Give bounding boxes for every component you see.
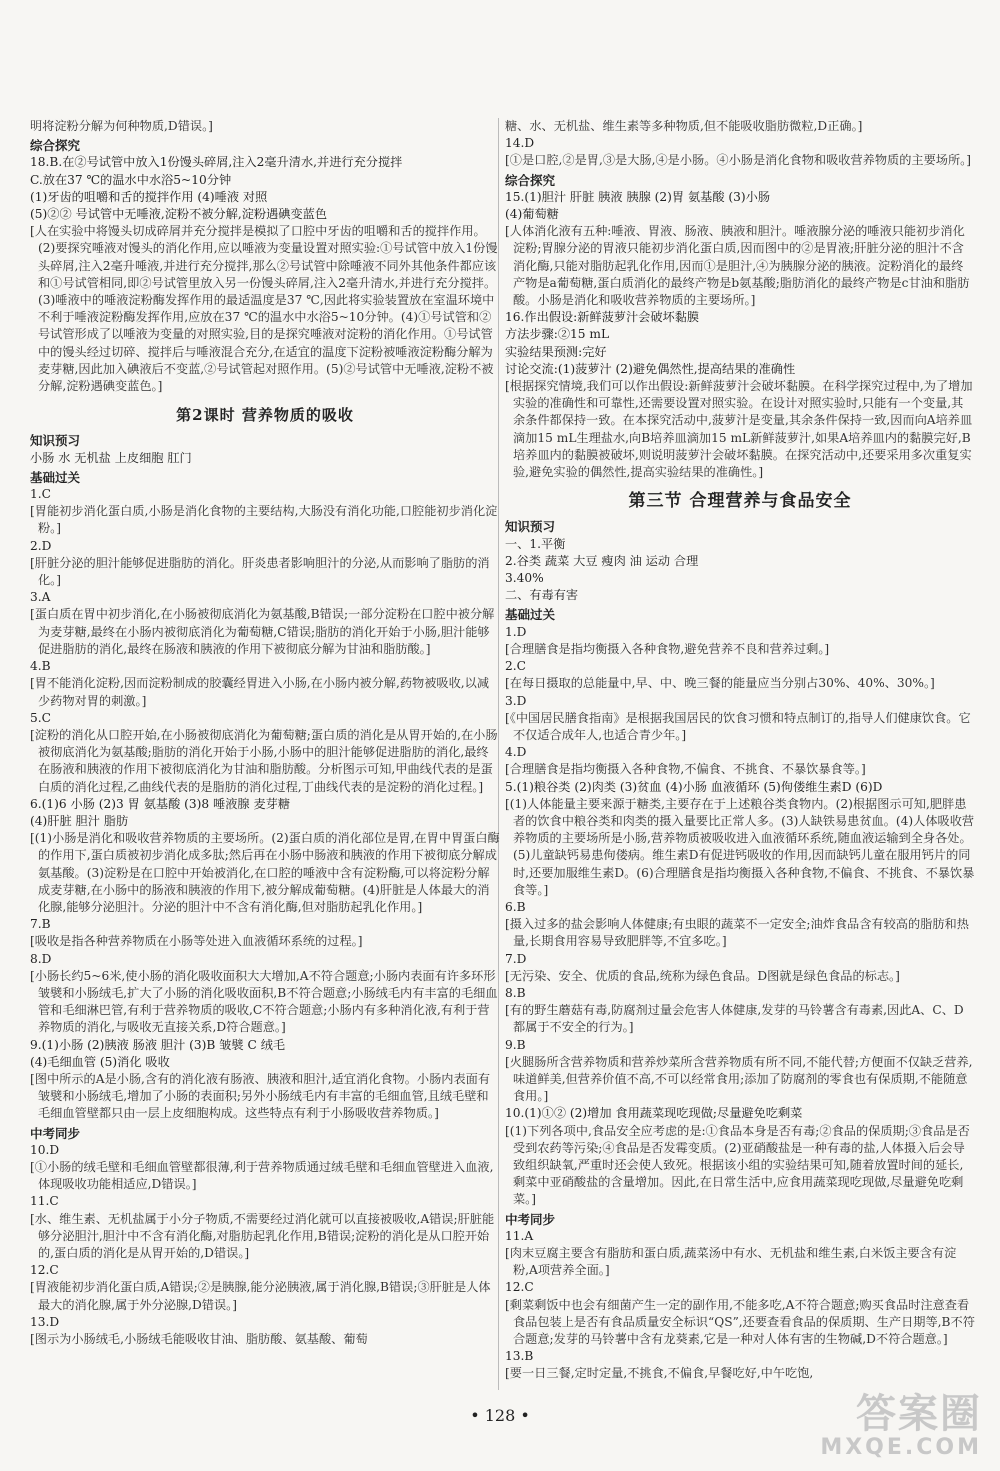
explanation-5: [(1)人体能量主要来源于糖类,主要存在于上述粮谷类食物内。(2)根据图示可知,肥胖患者的饮食中粮谷类和肉类的摄入量要比正常人多。(3)人缺铁易患贫血。(4)人体吸收营养物质的主要场所是小肠,营养物质被吸收进入血液循环系统,随血液运输到全身各处。(5)儿童缺钙易患佝偻病。维生素D有促进钙吸收的作用,因而缺钙儿童在服用钙片的同时,还要加服维生素D。(6)合理膳食是指均衡摄入各种食物,不偏食、不挑食、不暴饮暴食等。] (505, 796, 975, 897)
explanation-16: [根据探究情境,我们可以作出假设:新鲜菠萝汁会破坏黏膜。在科学探究过程中,为了增加实验的准确性和可靠性,还需要设置对照实验。在设计对照实验时,只能有一个变量,其余条件都保持一致。在本探究活动中,菠萝汁是变量,其余条件保持一致,因而向A培养皿滴加15 mL生理盐水,向B培养皿滴加15 mL新鲜菠萝汁,如果A培养皿内的黏膜完好,B培养皿内的黏膜被破坏,则说明菠萝汁会破坏黏膜。在探究活动中,还要采用多次重复实验,避免实验的偶然性,提高实验结果的准确性。] (505, 379, 973, 480)
explanation-8: [小肠长约5~6米,使小肠的消化吸收面积大大增加,A不符合题意;小肠内表面有许多环形皱襞和小肠绒毛,扩大了小肠的消化吸收面积,B不符合题意;小肠绒毛内有丰富的毛细血管和毛细淋巴管,有利于营养物质的吸收,C不符合题意;小肠内有多种消化液,有利于营养物质的消化,与吸收无直接关系,D符合题意。] (30, 968, 498, 1035)
preview-2: 2.谷类 蔬菜 大豆 瘦肉 油 运动 合理 (505, 553, 699, 568)
answer-9-b: (4)毛细血管 (5)消化 吸收 (30, 1054, 170, 1069)
preview-3: 3.40% (505, 571, 544, 586)
explanation-7: [吸收是指各种营养物质在小肠等处进入血液循环系统的过程。] (30, 934, 363, 949)
explanation-9: [火腿肠所含营养物质和营养炒菜所含营养物质有所不同,不能代替;方便面不仅缺乏营养,味道鲜美,但营养价值不高,不可以经常食用;添加了防腐剂的零食也有保质期,不能随意食用。] (505, 1054, 973, 1104)
answer-7: 7.B (30, 917, 51, 932)
answer-13: 13.D (30, 1314, 60, 1329)
explanation-14: [①是口腔,②是胃,③是大肠,④是小肠。④小肠是消化食物和吸收营养物质的主要场所。] (505, 153, 971, 168)
lesson-title: 第2课时 营养物质的吸收 (176, 406, 354, 425)
explanation-6: [摄入过多的盐会影响人体健康;有虫眼的蔬菜不一定安全;油炸食品含有较高的脂肪和热量,长期食用容易导致肥胖等,不宜多吃。] (505, 917, 969, 949)
heading-exam-sync: 中考同步 (505, 1211, 556, 1227)
answer-continuation: 明将淀粉分解为何种物质,D错误。] (30, 119, 213, 133)
answer-12: 12.C (505, 1280, 534, 1295)
heading-knowledge-preview: 知识预习 (30, 433, 81, 449)
answer-1: 1.C (30, 487, 51, 502)
heading-basic-mastery: 基础过关 (505, 607, 556, 623)
answer-2: 2.D (30, 538, 52, 553)
answer-3: 3.A (30, 590, 51, 605)
answer-18-c: C.放在37 ℃的温水中水浴5~10分钟 (30, 172, 232, 187)
answer-7: 7.D (505, 951, 527, 966)
answer-15-b: (4)葡萄糖 (505, 207, 559, 222)
answer-10: 10.D (30, 1142, 60, 1157)
answer-16-b: 实验结果预测:完好 (505, 344, 607, 359)
explanation-1: [胃能初步消化蛋白质,小肠是消化食物的主要结构,大肠没有消化功能,口腔能初步消化淀粉。] (30, 504, 498, 536)
watermark-url: MXQE.COM (820, 1435, 982, 1460)
explanation-1: [合理膳食是指均衡摄入各种食物,避免营养不良和营养过剩。] (505, 641, 830, 656)
heading-comprehensive-inquiry: 综合探究 (505, 172, 556, 188)
explanation-3: [《中国居民膳食指南》是根据我国居民的饮食习惯和特点制订的,指导人们健康饮食。它不仅适合成年人,也适合青少年。] (505, 710, 971, 742)
answer-18-a: (1)牙齿的咀嚼和舌的搅拌作用 (4)唾液 对照 (30, 189, 268, 204)
explanation-4: [合理膳食是指均衡摄入各种食物,不偏食、不挑食、不暴饮暴食等。] (505, 762, 866, 777)
explanation-5: [淀粉的消化从口腔开始,在小肠被彻底消化为葡萄糖;蛋白质的消化是从胃开始的,在小肠被彻底消化为氨基酸;脂肪的消化开始于小肠,小肠中的胆汁能够促进脂肪的消化,最终在肠液和胰液的作用下被彻底消化为甘油和脂肪酸。分析图示可知,甲曲线代表的是蛋白质的消化过程,乙曲线代表的是脂肪的消化过程,丁曲线代表的是淀粉的消化过程。] (30, 727, 498, 794)
explanation-15: [人体消化液有五种:唾液、胃液、肠液、胰液和胆汁。唾液腺分泌的唾液只能初步消化淀粉;胃腺分泌的胃液只能初步消化蛋白质,因而图中的②是胃液;肝脏分泌的胆汁不含消化酶,只能对脂肪起乳化作用,因而①是胆汁,④为胰腺分泌的胰液。淀粉消化的最终产物是a葡萄糖,蛋白质消化的最终产物是b氨基酸;脂肪消化的最终产物是c甘油和脂肪酸。小肠是消化和吸收营养物质的主要场所。] (505, 224, 970, 308)
preview-answers: 小肠 水 无机盐 上皮细胞 肛门 (30, 450, 192, 465)
explanation-11: [水、维生素、无机盐属于小分子物质,不需要经过消化就可以直接被吸收,A错误;肝脏能够分泌胆汁,胆汁中不含有消化酶,对脂肪起乳化作用,B错误;淀粉的消化是从口腔开始的,蛋白质的消化是从胃开始的,D错误。] (30, 1211, 495, 1260)
answer-14: 14.D (505, 136, 535, 151)
answer-10: 10.(1)①② (2)增加 食用蔬菜现吃现做;尽量避免吃剩菜 (505, 1106, 803, 1121)
answer-6-b: (4)肝脏 胆汁 脂肪 (30, 813, 129, 828)
answer-1: 1.D (505, 624, 527, 639)
explanation-8: [有的野生蘑菇有毒,防腐剂过量会危害人体健康,发芽的马铃薯含有毒素,因此A、C、D都属于不安全的行为。] (505, 1003, 964, 1035)
explanation-9: [图中所示的A是小肠,含有的消化液有肠液、胰液和胆汁,适宜消化食物。小肠内表面有皱襞和小肠绒毛,增加了小肠的表面积;另外小肠绒毛内有丰富的毛细血管,且绒毛壁和毛细血管壁都只由一层上皮细胞构成。这些特点有利于小肠吸收营养物质。] (30, 1071, 491, 1121)
answer-11: 11.A (505, 1228, 534, 1243)
heading-basic-mastery: 基础过关 (30, 469, 81, 485)
right-column (505, 118, 975, 1383)
left-column (30, 118, 500, 1348)
watermark-logo-text: 答案圈 (856, 1391, 982, 1437)
answer-9: 9.(1)小肠 (2)胰液 肠液 胆汁 (3)B 皱襞 C 绒毛 (30, 1037, 286, 1052)
answer-18: 18.B.在②号试管中放入1份馒头碎屑,注入2毫升清水,并进行充分搅拌 (30, 155, 403, 170)
answer-5: 5.(1)粮谷类 (2)肉类 (3)贫血 (4)小肠 血液循环 (5)佝偻维生素D (6)D (505, 779, 883, 794)
answer-4: 4.B (30, 659, 51, 674)
answer-8: 8.D (30, 951, 52, 966)
answer-11: 11.C (30, 1194, 59, 1209)
explanation-10: [①小肠的绒毛壁和毛细血管壁都很薄,利于营养物质通过绒毛壁和毛细血管壁进入血液,体现吸收功能相适应,D错误。] (30, 1159, 494, 1192)
explanation-12: [胃液能初步消化蛋白质,A错误;②是胰腺,能分泌胰液,属于消化腺,B错误;③肝脏是人体最大的消化腺,属于外分泌腺,D错误。] (30, 1280, 491, 1312)
heading-comprehensive-inquiry: 综合探究 (30, 138, 81, 154)
explanation-7: [无污染、安全、优质的食品,统称为绿色食品。D图就是绿色食品的标志。] (505, 968, 900, 983)
watermark (820, 1392, 982, 1460)
answer-16: 16.作出假设:新鲜菠萝汁会破坏黏膜 (505, 310, 700, 325)
page-number: • 128 • (470, 1406, 530, 1425)
section-title: 第三节 合理营养与食品安全 (628, 491, 852, 512)
answer-6: 6.B (505, 899, 526, 914)
explanation-11: [肉末豆腐主要含有脂肪和蛋白质,蔬菜汤中有水、无机盐和维生素,白米饭主要含有淀粉,A项营养全面。] (505, 1246, 957, 1278)
preview-1: 一、1.平衡 (505, 536, 566, 551)
explanation-18: [人在实验中将馒头切成碎屑并充分搅拌是模拟了口腔中牙齿的咀嚼和舌的搅拌作用。(2)要探究唾液对馒头的消化作用,应以唾液为变量设置对照实验:①号试管中放入1份馒头碎屑,注入2毫升唾液,并进行充分搅拌,那么②号试管中除唾液不同外其他条件都应该和①号试管相同,即②号试管里放入另一份馒头碎屑,注入2毫升清水,并进行充分搅拌。(3)唾液中的唾液淀粉酶发挥作用的最适温度是37 ℃,因此将实验装置放在室温环境中不利于唾液淀粉酶发挥作用,应放在37 ℃的温水中水浴5~10分钟。(4)①号试管和②号试管形成了以唾液为变量的对照实验,目的是探究唾液对淀粉的消化作用。①号试管中的馒头经过切碎、搅拌后与唾液混合充分,在适宜的温度下淀粉被唾液淀粉酶分解为麦芽糖,因此加入碘液后不变蓝,②号试管起对照作用。(5)②号试管中无唾液,淀粉不被分解,淀粉遇碘变蓝色。] (30, 224, 498, 394)
explanation-3: [蛋白质在胃中初步消化,在小肠被彻底消化为氨基酸,B错误;一部分淀粉在口腔中被分解为麦芽糖,最终在小肠内被彻底消化为葡萄糖,C错误;脂肪的消化开始于小肠,胆汁能够促进脂肪的消化,最终在肠液和胰液的作用下被彻底分解为甘油和脂肪酸。] (30, 607, 495, 656)
answer-5: 5.C (30, 710, 51, 725)
answer-18-b: (5)②② 号试管中无唾液,淀粉不被分解,淀粉遇碘变蓝色 (30, 207, 328, 222)
explanation-10: [(1)下列各项中,食品安全应考虑的是:①食品本身是否有毒;②食品的保质期;③食品是否受到农药等污染;④食品是否发霉变质。(2)亚硝酸盐是一种有毒的盐,人体摄入后会导致组织缺氧,严重时还会使人致死。根据该小组的实验结果可知,随着放置时间的延长,剩菜中亚硝酸盐的含量增加。因此,在日常生活中,应食用蔬菜现吃现做,尽量避免吃剩菜。] (505, 1123, 970, 1207)
answer-3: 3.D (505, 693, 527, 708)
heading-knowledge-preview: 知识预习 (505, 519, 556, 535)
answer-8: 8.B (505, 985, 526, 1000)
answer-2: 2.C (505, 659, 526, 674)
answer-4: 4.D (505, 745, 527, 760)
explanation-12: [剩菜剩饭中也会有细菌产生一定的副作用,不能多吃,A不符合题意;购买食品时注意查看食品包装上是否有食品质量安全标识“QS”,还要查看食品的保质期、生产日期等,B不符合题意;发芽的马铃薯中含有龙葵素,它是一种对人体有害的生物碱,D不符合题意。] (505, 1297, 975, 1347)
explanation-2: [肝脏分泌的胆汁能够促进脂肪的消化。肝炎患者影响胆汁的分泌,从而影响了脂肪的消化。] (30, 555, 490, 588)
answer-13: 13.B (505, 1349, 534, 1364)
answer-12: 12.C (30, 1263, 59, 1278)
explanation-13: [要一日三餐,定时定量,不挑食,不偏食,早餐吃好,中午吃饱, (505, 1366, 814, 1381)
answer-6: 6.(1)6 小肠 (2)3 胃 氨基酸 (3)8 唾液腺 麦芽糖 (30, 796, 291, 811)
answer-16-c: 讨论交流:(1)菠萝汁 (2)避免偶然性,提高结果的准确性 (505, 361, 796, 376)
answer-continuation: 糖、水、无机盐、维生素等多种物质,但不能吸收脂肪微粒,D正确。] (505, 119, 863, 133)
heading-exam-sync: 中考同步 (30, 1125, 81, 1141)
explanation-6: [(1)小肠是消化和吸收营养物质的主要场所。(2)蛋白质的消化部位是胃,在胃中胃蛋白酶的作用下,蛋白质被初步消化成多肽;然后再在小肠中肠液和胰液的作用下被彻底分解成氨基酸。(3)淀粉是在口腔中开始被消化,在口腔的唾液中含有淀粉酶,可以将淀粉分解成麦芽糖,在小肠中的肠液和胰液的作用下,被分解成葡萄糖。(4)肝脏是人体最大的消化腺,能够分泌胆汁。分泌的胆汁中不含有消化酶,但对脂肪起乳化作用。] (30, 831, 500, 914)
explanation-13: [图示为小肠绒毛,小肠绒毛能吸收甘油、脂肪酸、氨基酸、葡萄 (30, 1332, 368, 1347)
answer-9: 9.B (505, 1037, 526, 1052)
explanation-2: [在每日摄取的总能量中,早、中、晚三餐的能量应当分别占30%、40%、30%。] (505, 676, 935, 691)
answer-16-a: 方法步骤:②15 mL (505, 327, 610, 342)
answer-15: 15.(1)胆汁 肝脏 胰液 胰腺 (2)胃 氨基酸 (3)小肠 (505, 189, 771, 204)
preview-4: 二、有毒有害 (505, 588, 579, 603)
explanation-4: [胃不能消化淀粉,因而淀粉制成的胶囊经胃进入小肠,在小肠内被分解,药物被吸收,以减少药物对胃的刺激。] (30, 676, 490, 708)
